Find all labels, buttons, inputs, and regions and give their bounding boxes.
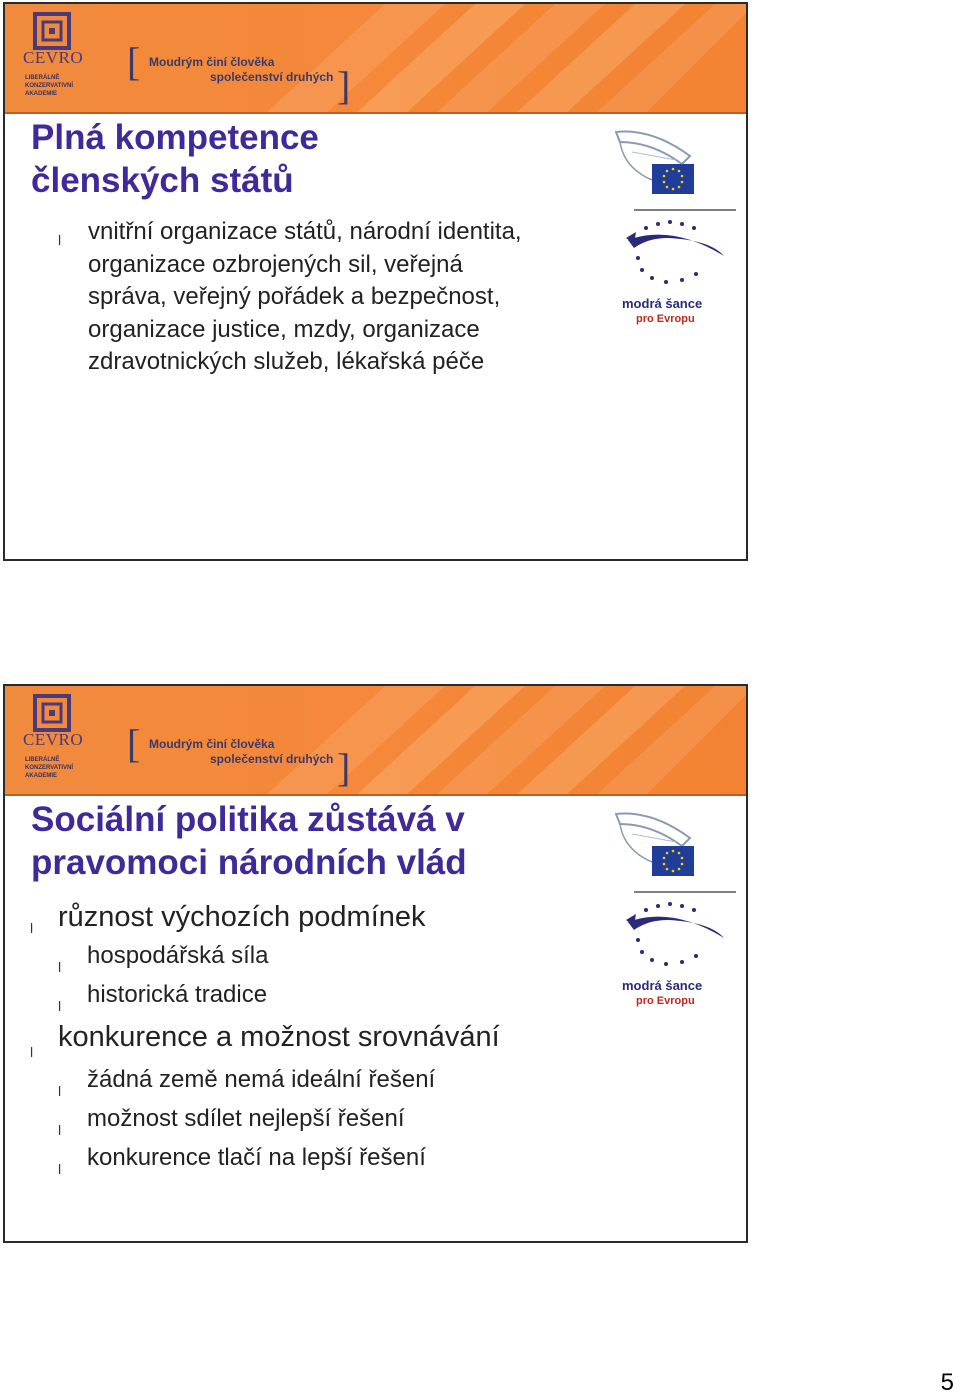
motto-line-1: Moudrým činí člověka bbox=[149, 55, 275, 69]
list-item: l žádná země nemá ideální řešení bbox=[30, 1060, 500, 1099]
bullet-marker: l bbox=[58, 1083, 62, 1099]
bullet-marker: l bbox=[58, 998, 62, 1014]
motto-bracket-right: ] bbox=[337, 745, 351, 790]
bullet-marker: l bbox=[30, 1044, 34, 1060]
page-number: 5 bbox=[940, 1369, 954, 1396]
list-item: l možnost sdílet nejlepší řešení bbox=[30, 1099, 500, 1138]
eu-parliament-logo bbox=[612, 128, 742, 328]
list-item: l hospodářská síla bbox=[30, 936, 500, 975]
cevro-subtitle: LIBERÁLNĚ KONZERVATIVNÍ AKADEMIE bbox=[25, 75, 74, 97]
motto-line-2: společenství druhých bbox=[210, 70, 334, 84]
slide-2-bullet-list bbox=[30, 898, 500, 1177]
logo-text-line-2: pro Evropu bbox=[636, 313, 695, 325]
logo-text-line-1: modrá šance bbox=[622, 978, 703, 993]
motto-line-2: společenství druhých bbox=[210, 752, 334, 766]
logo-text-line-2: pro Evropu bbox=[636, 995, 695, 1007]
cevro-wordmark: CEVRO bbox=[23, 48, 84, 67]
list-item: l vnitřní organizace států, národní identita, organizace ozbrojených sil, veřejná správa, veřejný pořádek a bezpečnost, organizace justice, mzdy, organizace zdravotnických služeb, lékařská péče bbox=[58, 218, 522, 375]
eu-flag-icon bbox=[612, 810, 742, 1010]
motto-bracket-right: ] bbox=[337, 63, 351, 108]
list-item: l různost výchozích podmínek bbox=[30, 898, 500, 936]
list-item: l historická tradice bbox=[30, 975, 500, 1014]
logo-text-line-1: modrá šance bbox=[622, 296, 703, 311]
motto-bracket-left: [ bbox=[127, 721, 141, 766]
eu-parliament-logo bbox=[612, 810, 742, 1010]
bullet-marker: l bbox=[58, 232, 62, 248]
motto-line-1: Moudrým činí člověka bbox=[149, 737, 275, 751]
slide-1-bullet-list bbox=[58, 216, 522, 379]
slide-banner bbox=[5, 4, 746, 114]
slide-2-title: Sociální politika zůstává v pravomoci národních vlád bbox=[31, 800, 467, 882]
list-item: l konkurence a možnost srovnávání bbox=[30, 1014, 500, 1060]
cevro-wordmark: CEVRO bbox=[23, 730, 84, 749]
bullet-marker: l bbox=[58, 959, 62, 975]
slide-banner bbox=[5, 686, 746, 796]
cevro-subtitle: LIBERÁLNĚ KONZERVATIVNÍ AKADEMIE bbox=[25, 757, 74, 779]
eu-flag-icon bbox=[612, 128, 742, 328]
list-item: l konkurence tlačí na lepší řešení bbox=[30, 1138, 500, 1177]
bullet-marker: l bbox=[58, 1161, 62, 1177]
slide-1-title: Plná kompetence členských států bbox=[31, 118, 319, 200]
bullet-marker: l bbox=[30, 920, 34, 936]
bullet-marker: l bbox=[58, 1122, 62, 1138]
motto-bracket-left: [ bbox=[127, 39, 141, 84]
